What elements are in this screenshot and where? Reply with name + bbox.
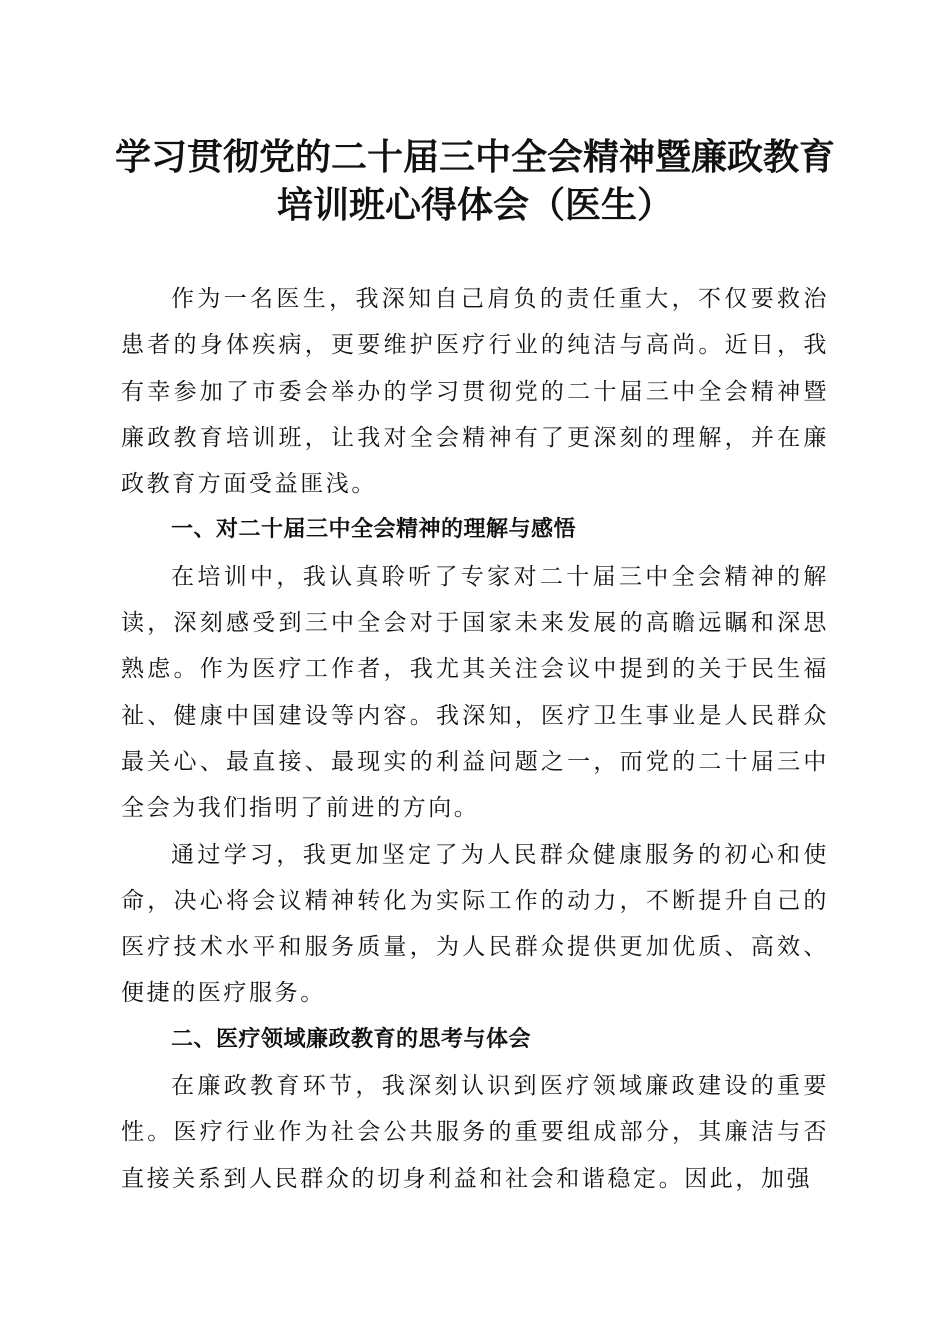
section-1-paragraph-1: 在培训中，我认真聆听了专家对二十届三中全会精神的解读，深刻感受到三中全会对于国家未来发展的高瞻远瞩和深思熟虑。作为医疗工作者，我尤其关注会议中提到的关于民生福祉、健康中国建设等内容。我深知，医疗卫生事业是人民群众最关心、最直接、最现实的利益问题之一，而党的二十届三中全会为我们指明了前进的方向。 [121, 563, 829, 822]
document-title-line-1: 学习贯彻党的二十届三中全会精神暨廉政教育 [114, 137, 835, 178]
document-body [121, 276, 829, 1202]
intro-paragraph: 作为一名医生，我深知自己肩负的责任重大，不仅要救治患者的身体疾病，更要维护医疗行业的纯洁与高尚。近日，我有幸参加了市委会举办的学习贯彻党的二十届三中全会精神暨廉政教育培训班，让我对全会精神有了更深刻的理解，并在廉政教育方面受益匪浅。 [121, 286, 829, 498]
section-heading-2: 二、医疗领域廉政教育的思考与体会 [171, 1026, 532, 1052]
section-2-paragraph-1: 在廉政教育环节，我深刻认识到医疗领域廉政建设的重要性。医疗行业作为社会公共服务的重要组成部分，其廉洁与否直接关系到人民群众的切身利益和社会和谐稳定。因此，加强 [121, 1073, 829, 1192]
document-title-line-2: 培训班心得体会（医生） [276, 185, 673, 226]
section-heading-1: 一、对二十届三中全会精神的理解与感悟 [171, 517, 577, 543]
section-1-paragraph-2: 通过学习，我更加坚定了为人民群众健康服务的初心和使命，决心将会议精神转化为实际工作的动力，不断提升自己的医疗技术水平和服务质量，为人民群众提供更加优质、高效、便捷的医疗服务。 [121, 841, 829, 1007]
